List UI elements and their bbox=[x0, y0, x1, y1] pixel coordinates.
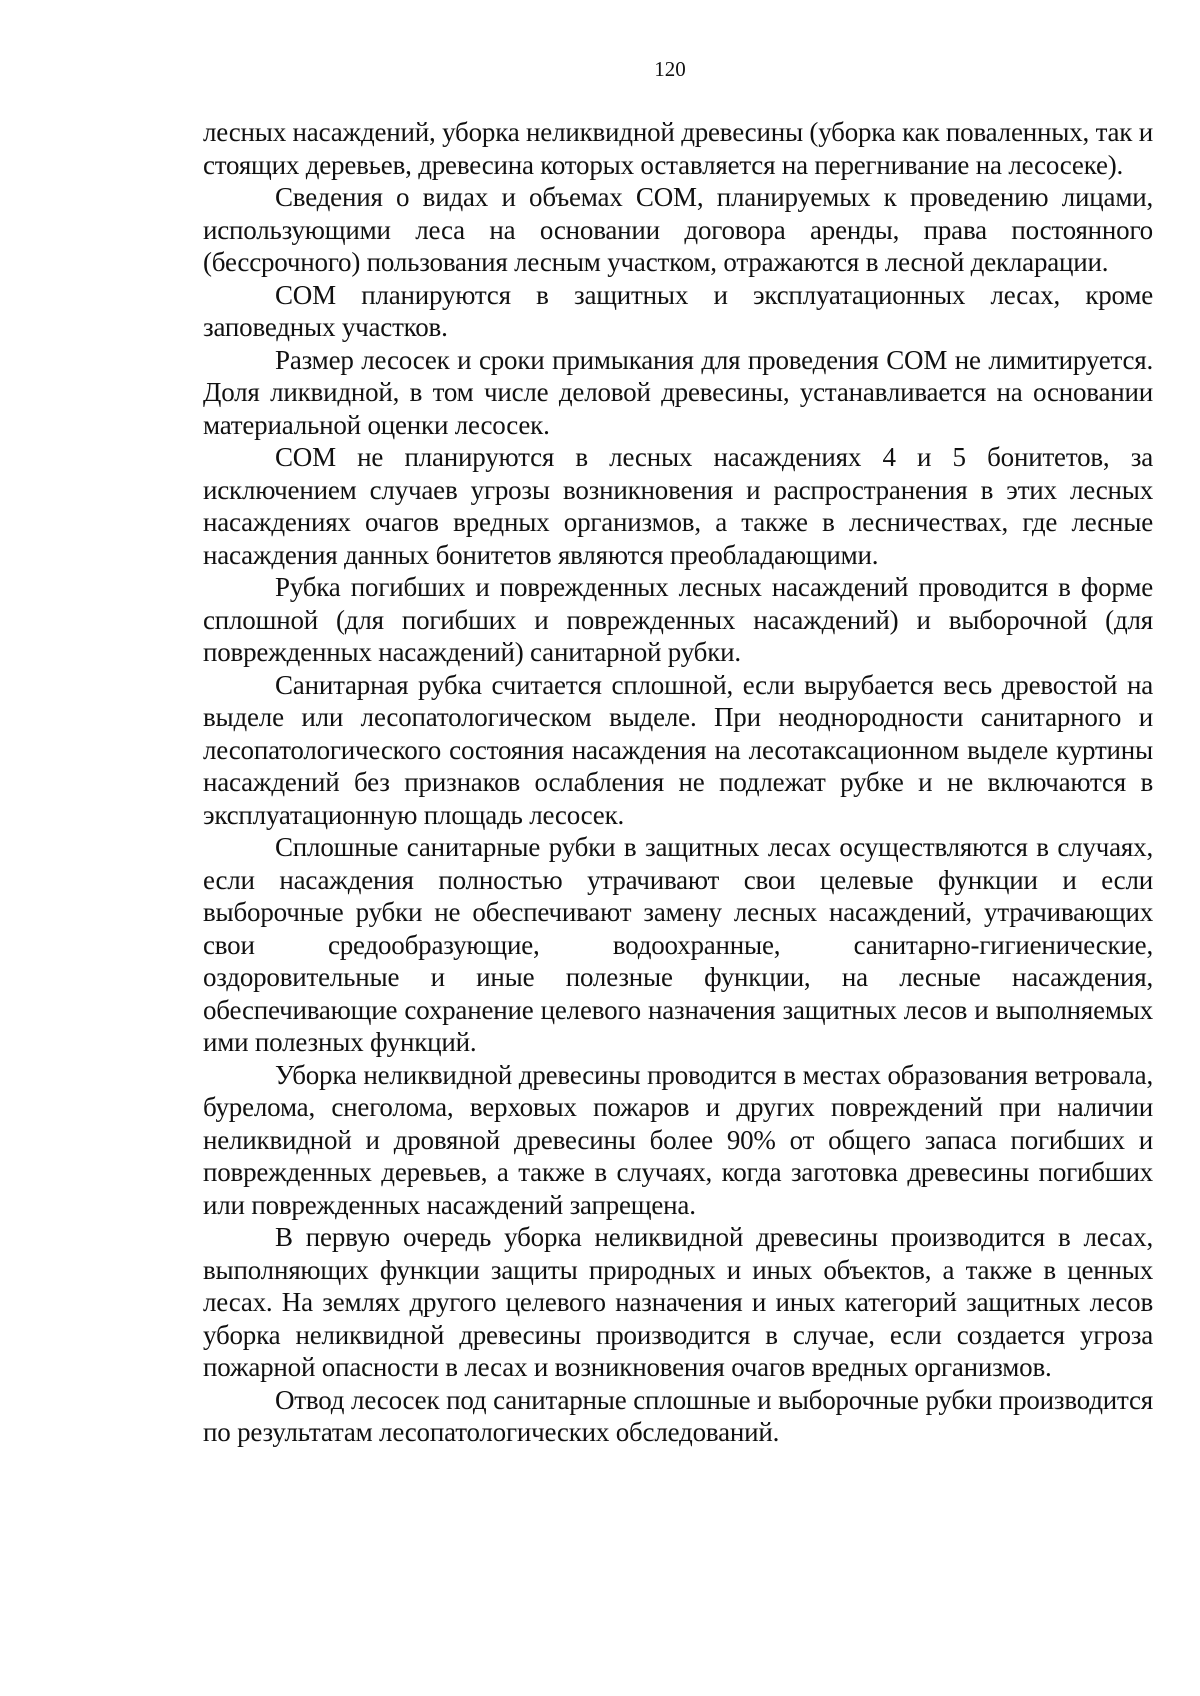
paragraph: Санитарная рубка считается сплошной, если вырубается весь древостой на выделе или лесопатологическом выделе. При неоднородности санитарного и лесопатологического состояния насаждения на лесотаксационном выделе куртины насаждений без признаков ослабления не подлежат рубке и не включаются в эксплуатационную площадь лесосек. bbox=[203, 669, 1153, 830]
paragraph: СОМ планируются в защитных и эксплуатационных лесах, кроме заповедных участков. bbox=[203, 279, 1153, 342]
paragraph-continuation: лесных насаждений, уборка неликвидной древесины (уборка как поваленных, так и стоящих деревьев, древесина которых оставляется на перегнивание на лесосеке). bbox=[203, 117, 1153, 180]
document-body bbox=[203, 116, 1153, 1449]
paragraph: СОМ не планируются в лесных насаждениях 4 и 5 бонитетов, за исключением случаев угрозы возникновения и распространения в этих лесных насаждениях очагов вредных организмов, а также в лесничествах, где лесные насаждения данных бонитетов являются преобладающими. bbox=[203, 442, 1153, 570]
paragraph: Сведения о видах и объемах СОМ, планируемых к проведению лицами, использующими леса на основании договора аренды, права постоянного (бессрочного) пользования лесным участком, отражаются в лесной декларации. bbox=[203, 182, 1153, 277]
paragraph: В первую очередь уборка неликвидной древесины производится в лесах, выполняющих функции защиты природных и иных объектов, а также в ценных лесах. На землях другого целевого назначения и иных категорий защитных лесов уборка неликвидной древесины производится в случае, если создается угроза пожарной опасности в лесах и возникновения очагов вредных организмов. bbox=[203, 1222, 1153, 1382]
page-number: 120 bbox=[654, 57, 686, 81]
paragraph: Размер лесосек и сроки примыкания для проведения СОМ не лимитируется. Доля ликвидной, в том числе деловой древесины, устанавливается на основании материальной оценки лесосек. bbox=[203, 344, 1153, 440]
paragraph: Сплошные санитарные рубки в защитных лесах осуществляются в случаях, если насаждения полностью утрачивают свои целевые функции и если выборочные рубки не обеспечивают замену лесных насаждений, утрачивающих свои средообразующие, водоохранные, санитарно-гигиенические, оздоровительные и иные полезные функции, на лесные насаждения, обеспечивающие сохранение целевого назначения защитных лесов и выполняемых ими полезных функций. bbox=[203, 832, 1153, 1057]
paragraph: Отвод лесосек под санитарные сплошные и выборочные рубки производится по результатам лесопатологических обследований. bbox=[203, 1384, 1153, 1447]
paragraph: Рубка погибших и поврежденных лесных насаждений проводится в форме сплошной (для погибших и поврежденных насаждений) и выборочной (для поврежденных насаждений) санитарной рубки. bbox=[203, 572, 1153, 667]
paragraph: Уборка неликвидной древесины проводится в местах образования ветровала, бурелома, снеголома, верховых пожаров и других повреждений при наличии неликвидной и дровяной древесины более 90% от общего запаса погибших и поврежденных деревьев, а также в случаях, когда заготовка древесины погибших или поврежденных насаждений запрещена. bbox=[203, 1059, 1153, 1220]
